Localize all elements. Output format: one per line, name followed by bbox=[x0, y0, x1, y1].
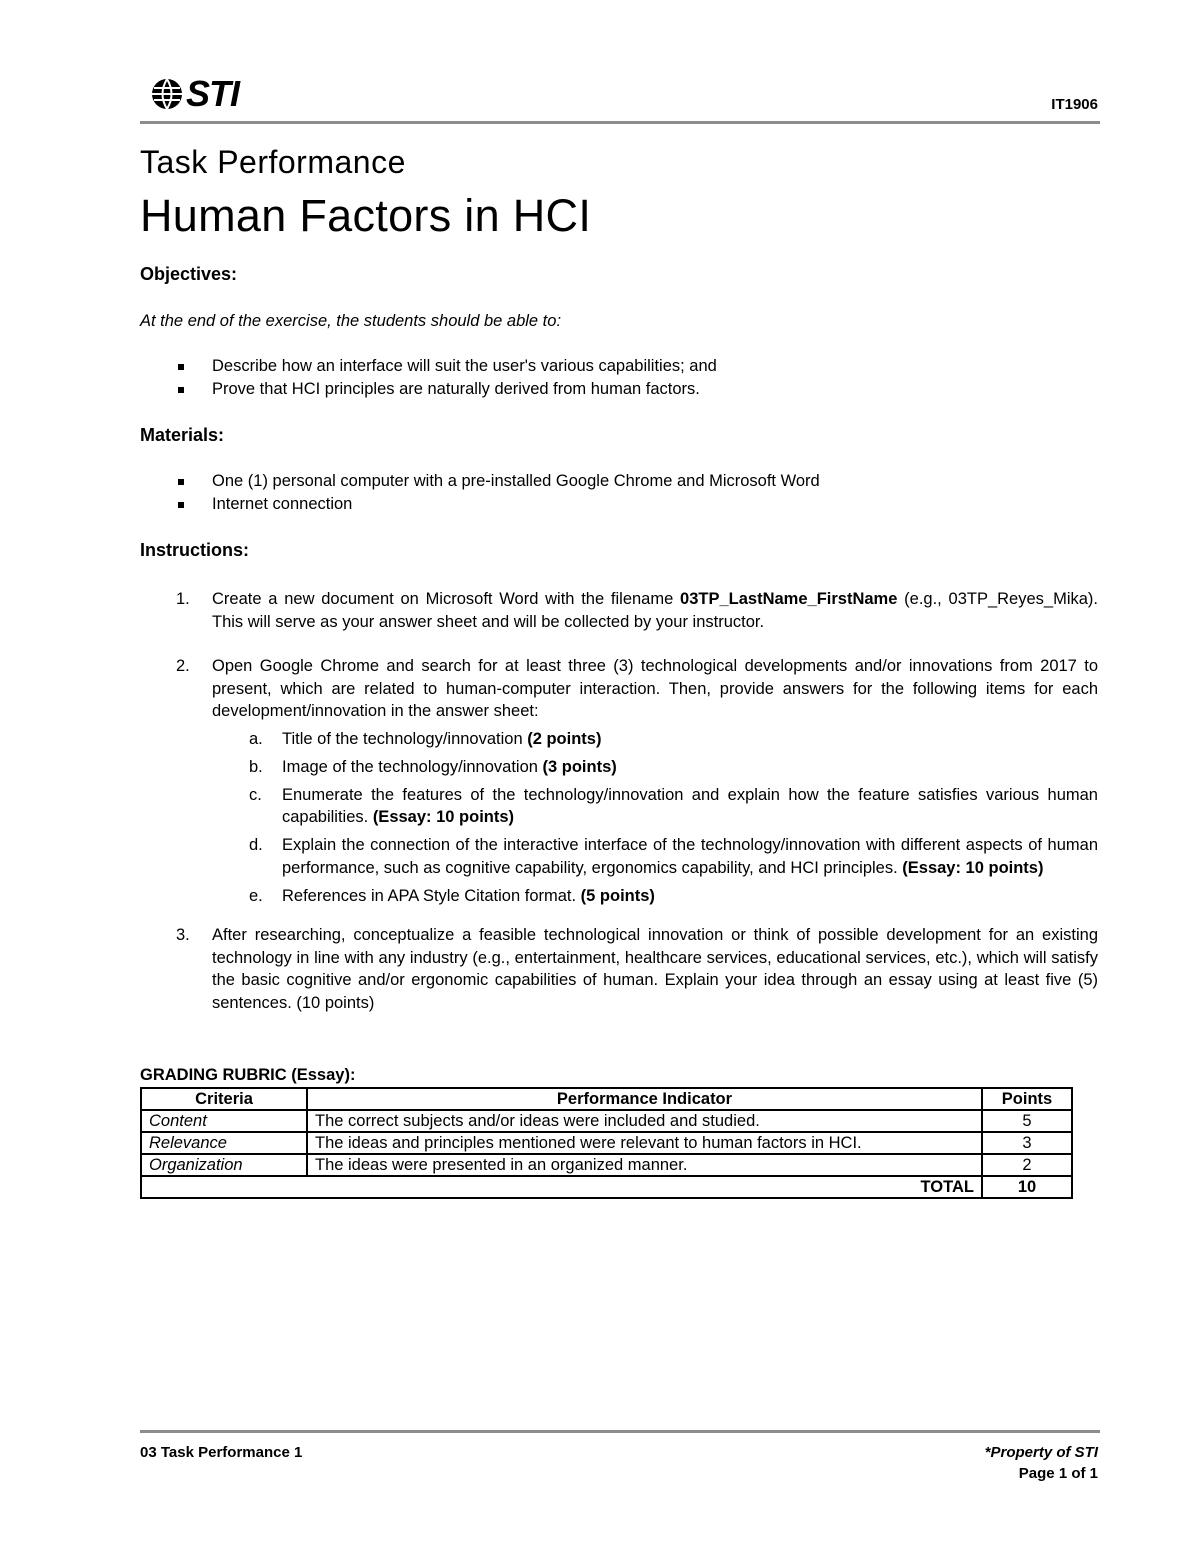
objectives-intro: At the end of the exercise, the students should be able to: bbox=[140, 312, 562, 330]
grading-rubric-table bbox=[140, 1087, 1073, 1199]
points-cell: 2 bbox=[982, 1154, 1072, 1176]
header-divider bbox=[140, 121, 1100, 124]
footer-divider bbox=[140, 1430, 1100, 1433]
bullet-icon bbox=[178, 502, 184, 508]
table-row bbox=[141, 1110, 1072, 1132]
objectives-list bbox=[178, 355, 717, 400]
footer-doc-name: 03 Task Performance 1 bbox=[140, 1444, 303, 1461]
instruction-step-2: 2. Open Google Chrome and search for at least three (3) technological developments and/or innovations from 2017 to present, which are related to human-computer interaction. Then, provide answers for the following items for each development/innovation in the answer sheet: a. Title of the technology/innovation (2 points) b. Image of the technology/innovation (3 points) c. Enumerate the features of the technology/innovation and explain how the feature satisfies various human capabilities. (Essay: 10 points) d. Explain the connection of the interactive interface of the technology/innovation with different aspects of human performance, such as cognitive capability, ergonomics capability, and HCI principles. (Essay: 10 points) e. References in APA Style Citation format. (5 points) bbox=[140, 655, 1098, 907]
instruction-step-3: 3. After researching, conceptualize a feasible technological innovation or think of possible development for an existing technology in line with any industry (e.g., entertainment, healthcare services, educational services, etc.), which will satisfy the basic cognitive and/or ergonomic capabilities of human. Explain your idea through an essay using at least five (5) sentences. (10 points) bbox=[176, 926, 1098, 1012]
step-number: 1. bbox=[176, 590, 190, 608]
column-header: Points bbox=[982, 1088, 1072, 1110]
document-code: IT1906 bbox=[1051, 96, 1098, 113]
sub-item-a: a. Title of the technology/innovation (2 points) bbox=[249, 729, 602, 748]
step-number: 2. bbox=[176, 657, 190, 675]
document-kind: Task Performance bbox=[140, 144, 406, 180]
instruction-step-1: 1. Create a new document on Microsoft Word with the filename 03TP_LastName_FirstName (e.g., 03TP_Reyes_Mika). This will serve as your answer sheet and will be collected by your instructor. bbox=[176, 590, 1098, 631]
points-cell: 5 bbox=[982, 1110, 1072, 1132]
document-title: Human Factors in HCI bbox=[140, 190, 592, 241]
sub-item-b: b. Image of the technology/innovation (3 points) bbox=[249, 757, 617, 776]
globe-icon bbox=[150, 77, 184, 111]
materials-list bbox=[178, 470, 820, 515]
instructions-list bbox=[140, 588, 1098, 1014]
criteria-cell: Relevance bbox=[141, 1132, 307, 1154]
materials-heading: Materials: bbox=[140, 425, 225, 445]
bullet-icon bbox=[178, 387, 184, 393]
criteria-cell: Organization bbox=[141, 1154, 307, 1176]
indicator-cell: The correct subjects and/or ideas were included and studied. bbox=[307, 1110, 982, 1132]
footer-property: *Property of STI bbox=[984, 1444, 1098, 1461]
sub-item-e: e. References in APA Style Citation format. (5 points) bbox=[249, 886, 655, 905]
criteria-cell: Content bbox=[141, 1110, 307, 1132]
filename-format: 03TP_LastName_FirstName bbox=[680, 590, 898, 608]
rubric-heading: GRADING RUBRIC (Essay): bbox=[140, 1066, 356, 1084]
table-row bbox=[141, 1132, 1072, 1154]
list-item: Prove that HCI principles are naturally derived from human factors. bbox=[178, 378, 717, 401]
logo-text: STI bbox=[186, 73, 240, 114]
list-item: Internet connection bbox=[178, 493, 820, 516]
instructions-heading: Instructions: bbox=[140, 540, 250, 560]
table-header-row bbox=[141, 1088, 1072, 1110]
indicator-cell: The ideas and principles mentioned were relevant to human factors in HCI. bbox=[307, 1132, 982, 1154]
sti-logo bbox=[150, 73, 240, 114]
bullet-icon bbox=[178, 479, 184, 485]
column-header: Criteria bbox=[141, 1088, 307, 1110]
objectives-heading: Objectives: bbox=[140, 264, 238, 284]
list-item: One (1) personal computer with a pre-installed Google Chrome and Microsoft Word bbox=[178, 470, 820, 493]
table-row bbox=[141, 1154, 1072, 1176]
list-item: Describe how an interface will suit the user's various capabilities; and bbox=[178, 355, 717, 378]
total-row bbox=[141, 1176, 1072, 1198]
bullet-icon bbox=[178, 364, 184, 370]
sub-items bbox=[212, 728, 1098, 908]
step-number: 3. bbox=[176, 926, 190, 944]
sub-item-c: c. Enumerate the features of the technology/innovation and explain how the feature satisfies various human capabilities. (Essay: 10 points) bbox=[249, 785, 1098, 826]
column-header: Performance Indicator bbox=[307, 1088, 982, 1110]
indicator-cell: The ideas were presented in an organized manner. bbox=[307, 1154, 982, 1176]
page-number: Page 1 of 1 bbox=[1018, 1465, 1098, 1482]
sub-item-d: d. Explain the connection of the interactive interface of the technology/innovation with different aspects of human performance, such as cognitive capability, ergonomics capability, and HCI principles. (Essay: 10 points) bbox=[249, 836, 1098, 877]
total-value: 10 bbox=[982, 1176, 1072, 1198]
total-label: TOTAL bbox=[141, 1176, 982, 1198]
points-cell: 3 bbox=[982, 1132, 1072, 1154]
